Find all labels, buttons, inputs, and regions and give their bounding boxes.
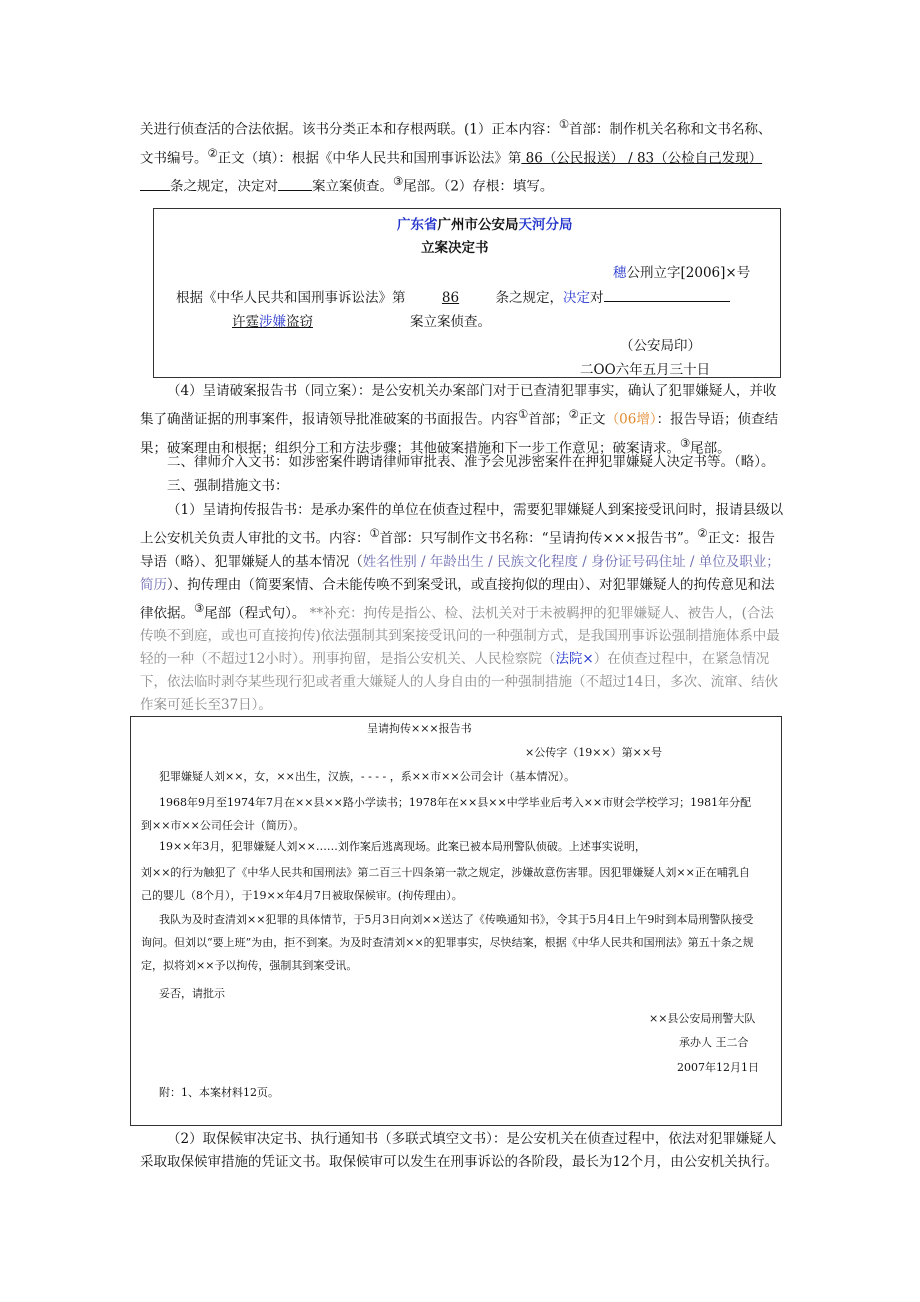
form-branch: 天河分局 [518, 217, 573, 233]
report-organization: ××县公安局刑警大队 [649, 1012, 756, 1025]
intro-text-1: 关进行侦查活的合法依据。该书分类正本和存根两联。(1）正本内容： [140, 121, 559, 138]
form-article: 86 [441, 290, 460, 306]
summons-supplement: **补充：拘传是指公、检、法机关对于未被羁押的犯罪嫌疑人、被告人，(合法传唤不到庭，或也可直接拘传)依法强制其到案接受讯问的一种强制方式，是我国刑事诉讼强制措施体系中最轻的一种（不超过12小时）。刑事拘留，是指公安机关、人民检察院（ [140, 605, 780, 667]
circled-two-marker: ② [568, 408, 579, 421]
report-number: ×公传字（19××）第××号 [525, 746, 663, 759]
form-body-b: 条之规定， [495, 290, 563, 306]
report-request: 妥否，请批示 [159, 987, 225, 1000]
form-body-c: 对 [590, 290, 604, 306]
intro-text-6: 尾部。（2）存根：填写。 [403, 178, 554, 195]
form-body-line1 [176, 286, 730, 306]
case-filing-decision-form [153, 208, 781, 378]
intro-text-4: 条之规定，决定对 [170, 178, 278, 195]
closing-report-text-e: 尾部。 [690, 440, 731, 456]
form-province: 广东省 [397, 217, 438, 233]
closing-report-text-c: 正文 [578, 411, 606, 428]
form-body-d: 案立案侦查。 [410, 314, 491, 330]
bail-decision-paragraph: （2）取保候审决定书、执行通知书（多联式填空文书）：是公安机关在侦查过程中，依法对犯罪嫌疑人采取取保候审措施的凭证文书。取保候审可以发生在刑事诉讼的各阶段，最长为12个月，由公安机关执行。 [140, 1131, 779, 1170]
summons-text-a: （1）呈请拘传报告书：是承办案件的单位在侦查过程中，需要犯罪嫌疑人到案接受讯问时，报请县级以上公安机关负责人审批的文书。内容： [140, 502, 784, 547]
report-summons-reason: 我队为及时查清刘××犯罪的具体情节，于5月3日向刘××送达了《传唤通知书》，令其于5月4日上午9时到本局刑警队接受询问。但刘以“要上班”为由，拒不到案。为及时查清刘××的犯罪事实，尽快结案，根据《中华人民共和国刑法》第五十条之规定，拟将刘××予以拘传，强制其到案受讯。 [141, 913, 754, 972]
form-decide: 决定 [563, 290, 590, 306]
intro-underlined-article: 86（公民报送） / 83（公检自己发现） [521, 150, 763, 166]
form-title: 立案决定书 [421, 240, 489, 256]
intro-blank-1 [140, 176, 170, 191]
form-number-rest: 公刑立字[2006]×号 [626, 265, 751, 281]
circled-two-marker: ② [697, 527, 708, 540]
form-bureau: 广州市公安局 [437, 217, 519, 233]
form-number-prefix: 穗 [613, 265, 627, 281]
report-resume: 1968年9月至1974年7月在××县××路小学读书；1978年在××县××中学毕业后考入××市财会学校学习；1981年分配到××市××公司任会计（简历）。 [141, 796, 752, 832]
summons-report-paragraph [140, 499, 784, 717]
form-seal: （公安局印） [620, 338, 701, 354]
summons-text-e: 尾部（程式句）。 [204, 605, 306, 621]
circled-two-marker: ② [207, 146, 218, 160]
circled-one-marker: ① [369, 527, 380, 540]
closing-report-text-a: （4）呈请破案报告书（同立案）：是公安机关办案部门对于已查清犯罪事实，确认了犯罪嫌疑人，并收集了确凿证据的刑事案件，报请领导批准破案的书面报告。内容 [140, 383, 777, 428]
report-attachment: 附：1、本案材料12页。 [159, 1086, 279, 1099]
summons-supplement-end: ）在侦查过程中，在紧急情况下，依法临时剥夺某些现行犯或者重大嫌疑人的人身自由的一种强制措施（不超过14日，多次、流窜、结伙作案可延长至37日）。 [140, 651, 779, 713]
form-suspect-name: 许霆 [232, 314, 259, 330]
closing-report-text-d: ：报告导语；侦查结果；破案理由和根据；组织分工和方法步骤；其他破案措施和下一步工作意见；破案请求。 [140, 411, 779, 456]
summons-basic-info: 姓名性别 / 年龄出生 / 民族文化程度 / 身份证号码住址 / 单位及职业；简历 [140, 553, 780, 593]
form-suspect-charge: 涉嫌 [259, 314, 286, 330]
form-suspect-crime: 盗窃 [286, 314, 313, 330]
summons-court-note: 法院× [555, 651, 594, 667]
summons-text-b: 首部：只写制作文书名称：“呈请拘传×××报告书”。 [379, 530, 698, 547]
form-body-a: 根据《中华人民共和国刑事诉讼法》第 [176, 290, 406, 306]
form-suspect-field [168, 310, 410, 330]
report-handler: 承办人 王二合 [679, 1036, 749, 1049]
circled-three-marker: ③ [680, 436, 691, 450]
circled-three-marker: ③ [393, 175, 404, 188]
intro-text-3: 正文（填）：根据《中华人民共和国刑事诉讼法》第 [217, 150, 522, 166]
report-facts: 19××年3月，犯罪嫌疑人刘××……刘作案后逃离现场。此案已被本局刑警队侦破。上述事实说明， [159, 840, 646, 853]
intro-paragraph [140, 113, 784, 199]
closing-report-paragraph [140, 380, 784, 460]
summons-text-c: 正文：报告导语（略）、犯罪嫌疑人的基本情况（ [140, 530, 775, 570]
form-blank-target [604, 287, 730, 302]
lawyer-documents-paragraph: 二、律师介入文书：如涉密案件聘请律师审批表、准予会见涉密案件在押犯罪嫌疑人决定书等。（略）。 [167, 454, 775, 470]
form-body-line2 [168, 310, 491, 330]
circled-three-marker: ③ [194, 601, 205, 615]
form-number [613, 261, 750, 281]
summons-text-d: ）、拘传理由（简要案情、合未能传唤不到案受讯，或直接拘似的理由）、对犯罪嫌疑人的拘传意见和法律依据。 [140, 576, 775, 621]
report-title: 呈请拘传×××报告书 [367, 722, 472, 735]
circled-one-marker: ① [558, 118, 569, 131]
circled-one-marker: ① [518, 408, 529, 421]
summons-report-sample [130, 716, 782, 1126]
coercive-measures-heading: 三、强制措施文书： [167, 478, 289, 494]
form-header [397, 213, 573, 233]
closing-report-note: （06增） [605, 411, 657, 428]
report-basic-info: 犯罪嫌疑人刘××，女，××出生，汉族，- - - - ，系××市××公司会计（基本情况）。 [159, 770, 576, 783]
intro-text-5: 案立案侦查。 [312, 178, 393, 195]
intro-text-2: 首部：制作机关名称和文书名称、文书编号。 [140, 121, 772, 166]
intro-blank-2 [278, 176, 312, 191]
form-date: 二OO六年五月三十日 [580, 362, 711, 378]
report-date: 2007年12月1日 [677, 1061, 759, 1074]
closing-report-text-b: 首部； [528, 411, 569, 428]
report-legal-basis: 刘××的行为触犯了《中华人民共和国刑法》第二百三十四条第一款之规定，涉嫌故意伤害罪。因犯罪嫌疑人刘××正在哺乳自己的婴儿（8个月），于19××年4月7日被取保候审。(拘传理由）。 [141, 866, 750, 902]
